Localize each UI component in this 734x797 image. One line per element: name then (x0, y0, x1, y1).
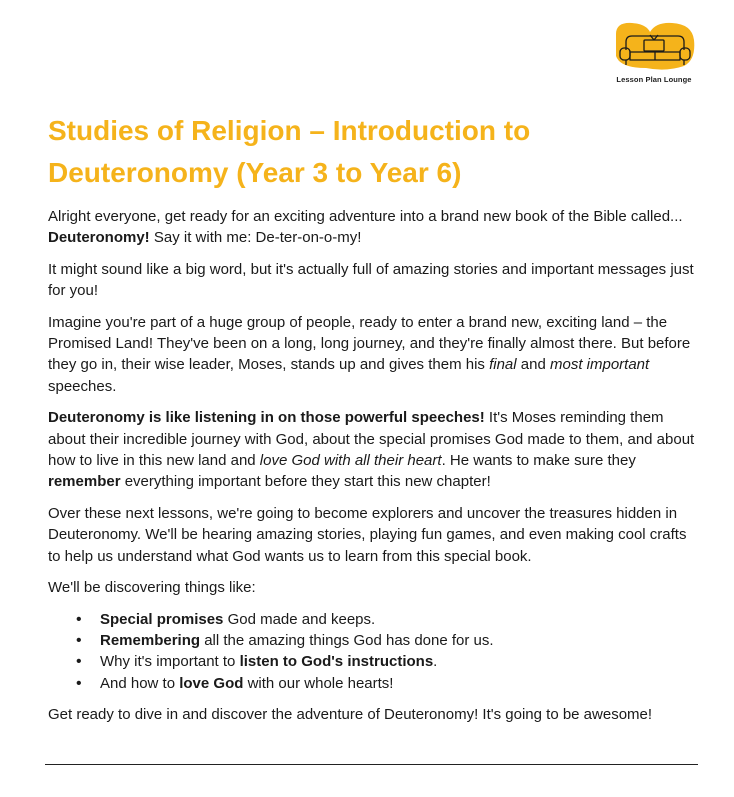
page-title: Studies of Religion – Introduction to Deuteronomy (Year 3 to Year 6) (48, 115, 531, 188)
paragraph-big-word: It might sound like a big word, but it's actually full of amazing stories and important messages just for you! (48, 260, 694, 300)
sofa-with-tv-icon (606, 20, 702, 76)
list-item: • Special promises God made and keeps. (100, 609, 698, 630)
discovery-list (48, 609, 698, 695)
list-item: • Remembering all the amazing things God has done for us. (100, 630, 698, 651)
paragraph-lessons: Over these next lessons, we're going to become explorers and uncover the treasures hidden in Deuteronomy. We'll be hearing amazing stories, playing fun games, and even making cool crafts to help us understand what God wants us to learn from this special book. (48, 504, 687, 565)
list-item: • Why it's important to listen to God's instructions. (100, 651, 698, 672)
paragraph-closing: Get ready to dive in and discover the adventure of Deuteronomy! It's going to be awesome! (48, 706, 653, 724)
brand-logo (606, 20, 702, 90)
paragraph-intro: Alright everyone, get ready for an exciting adventure into a brand new book of the Bible called... Deuteronomy! Say it with me: De-ter-on-o-my! (48, 208, 683, 247)
footer-divider (45, 764, 698, 765)
brand-name: Lesson Plan Lounge (616, 75, 692, 84)
list-item: • And how to love God with our whole hearts! (100, 673, 698, 694)
paragraph-speeches: Deuteronomy is like listening in on those powerful speeches! It's Moses reminding them about their incredible journey with God, about the special promises God made to them, and about how to live in this new land and love God with all their heart. He wants to make sure they remember everything important before they start this new chapter! (48, 409, 695, 491)
paragraph-promised-land: Imagine you're part of a huge group of people, ready to enter a brand new, exciting land – the Promised Land! They've been on a long, long journey, and they're finally almost there. But before they go in, their wise leader, Moses, stands up and gives them his final and most important speeches. (48, 313, 691, 395)
paragraph-list-intro: We'll be discovering things like: (48, 579, 256, 597)
document-body (48, 206, 698, 736)
